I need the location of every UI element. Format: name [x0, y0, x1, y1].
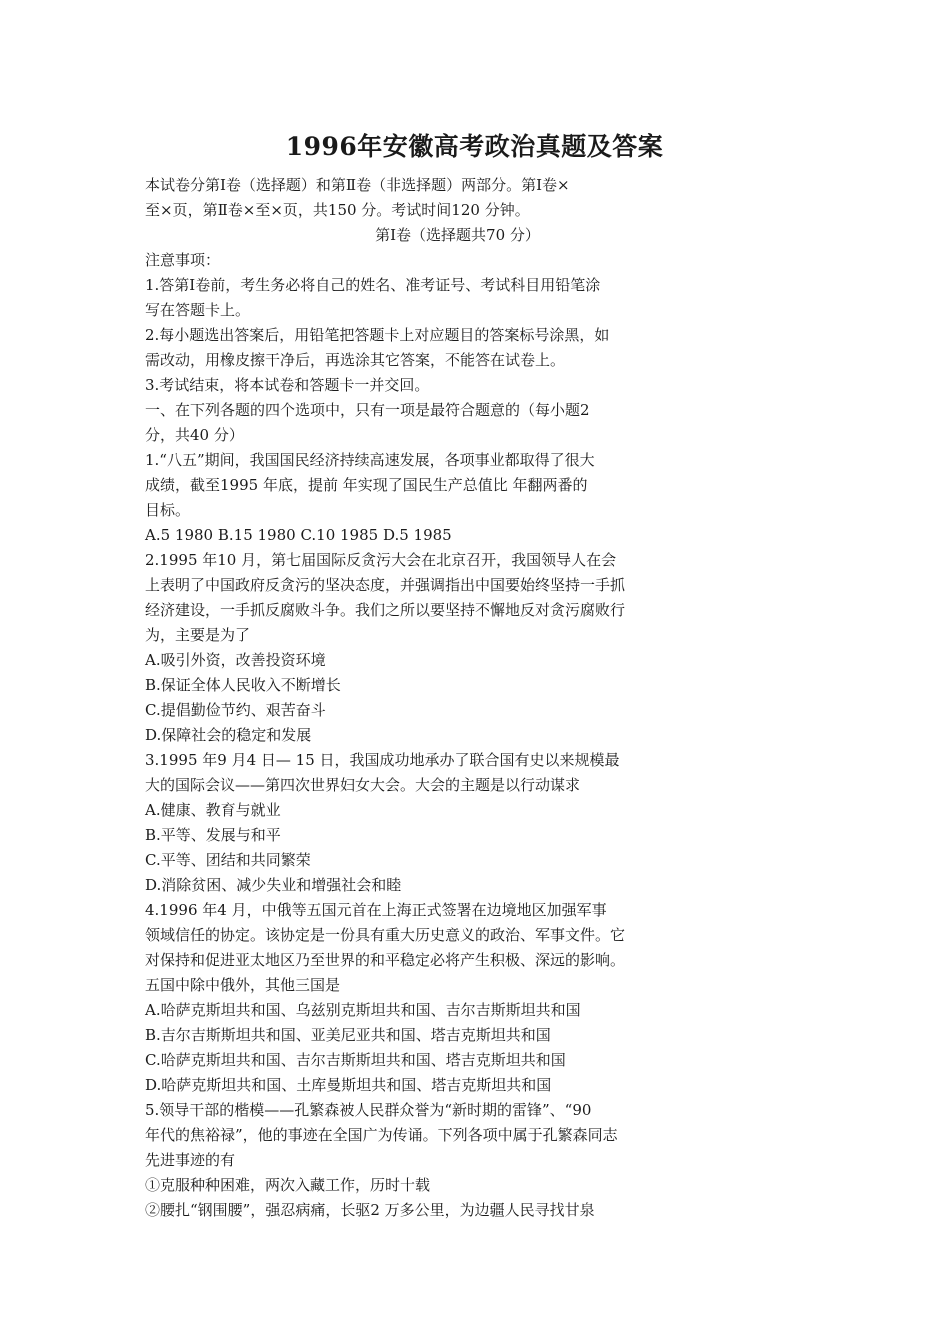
text-line: 2.1995 年10 月，第七届国际反贪污大会在北京召开，我国领导人在会 [145, 551, 617, 569]
text-line: A.5 1980 B.15 1980 C.10 1985 D.5 1985 [145, 526, 452, 544]
text-line: A.吸引外资，改善投资环境 [145, 651, 326, 669]
text-line: ②腰扎“钢围腰”，强忍病痛，长驱2 万多公里，为边疆人民寻找甘泉 [145, 1201, 595, 1219]
text-line: D.哈萨克斯坦共和国、土库曼斯坦共和国、塔吉克斯坦共和国 [145, 1076, 552, 1094]
text-line: 对保持和促进亚太地区乃至世界的和平稳定必将产生积极、深远的影响。 [145, 951, 626, 969]
text-line: 年代的焦裕禄”，他的事迹在全国广为传诵。下列各项中属于孔繁森同志 [145, 1126, 618, 1144]
text-line: 一、在下列各题的四个选项中，只有一项是最符合题意的（每小题2 [145, 401, 590, 419]
document-title: 1996年安徽高考政治真题及答案 [285, 132, 664, 161]
text-line: 本试卷分第Ⅰ卷（选择题）和第Ⅱ卷（非选择题）两部分。第Ⅰ卷× [145, 176, 570, 194]
text-line: 3.考试结束，将本试卷和答题卡一并交回。 [145, 376, 430, 394]
text-line: 先进事迹的有 [145, 1151, 236, 1169]
text-line: 第Ⅰ卷（选择题共70 分） [375, 226, 540, 244]
text-line: ①克服种种困难，两次入藏工作，历时十载 [145, 1176, 431, 1194]
document-body [145, 173, 690, 1223]
text-line: 3.1995 年9 月4 日— 15 日，我国成功地承办了联合国有史以来规模最 [145, 751, 620, 769]
text-line: 1.“八五”期间，我国国民经济持续高速发展，各项事业都取得了很大 [145, 451, 595, 469]
text-line: B.吉尔吉斯斯坦共和国、亚美尼亚共和国、塔吉克斯坦共和国 [145, 1026, 551, 1044]
text-line: 成绩，截至1995 年底，提前 年实现了国民生产总值比 年翻两番的 [145, 476, 588, 494]
text-line: 上表明了中国政府反贪污的坚决态度，并强调指出中国要始终坚持一手抓 [145, 576, 626, 594]
text-line: 五国中除中俄外，其他三国是 [145, 976, 341, 994]
text-line: 大的国际会议——第四次世界妇女大会。大会的主题是以行动谋求 [145, 776, 581, 794]
text-line: A.健康、教育与就业 [145, 801, 281, 819]
text-line: 分，共40 分） [145, 426, 244, 444]
text-line: 注意事项： [145, 251, 221, 269]
text-line: D.消除贫困、减少失业和增强社会和睦 [145, 876, 402, 894]
text-line: C.哈萨克斯坦共和国、吉尔吉斯斯坦共和国、塔吉克斯坦共和国 [145, 1051, 566, 1069]
text-line: 写在答题卡上。 [145, 301, 251, 319]
text-line: 目标。 [145, 501, 191, 519]
text-line: C.提倡勤俭节约、艰苦奋斗 [145, 701, 326, 719]
text-line: 1.答第Ⅰ卷前，考生务必将自己的姓名、准考证号、考试科目用铅笔涂 [145, 276, 601, 294]
text-line: 领域信任的协定。该协定是一份具有重大历史意义的政治、军事文件。它 [145, 926, 626, 944]
text-line: C.平等、团结和共同繁荣 [145, 851, 311, 869]
text-line: D.保障社会的稳定和发展 [145, 726, 312, 744]
text-line: 4.1996 年4 月，中俄等五国元首在上海正式签署在边境地区加强军事 [145, 901, 607, 919]
text-line: 需改动，用橡皮擦干净后，再选涂其它答案，不能答在试卷上。 [145, 351, 566, 369]
text-line: B.平等、发展与和平 [145, 826, 281, 844]
text-line: A.哈萨克斯坦共和国、乌兹别克斯坦共和国、吉尔吉斯斯坦共和国 [145, 1001, 581, 1019]
text-line: 5.领导干部的楷模——孔繁森被人民群众誉为“新时期的雷锋”、“90 [145, 1101, 592, 1119]
text-line: 至×页，第Ⅱ卷×至×页，共150 分。考试时间120 分钟。 [145, 201, 530, 219]
text-line: B.保证全体人民收入不断增长 [145, 676, 341, 694]
text-line: 经济建设，一手抓反腐败斗争。我们之所以要坚持不懈地反对贪污腐败行 [145, 601, 626, 619]
text-line: 为，主要是为了 [145, 626, 251, 644]
text-line: 2.每小题选出答案后，用铅笔把答题卡上对应题目的答案标号涂黑，如 [145, 326, 610, 344]
